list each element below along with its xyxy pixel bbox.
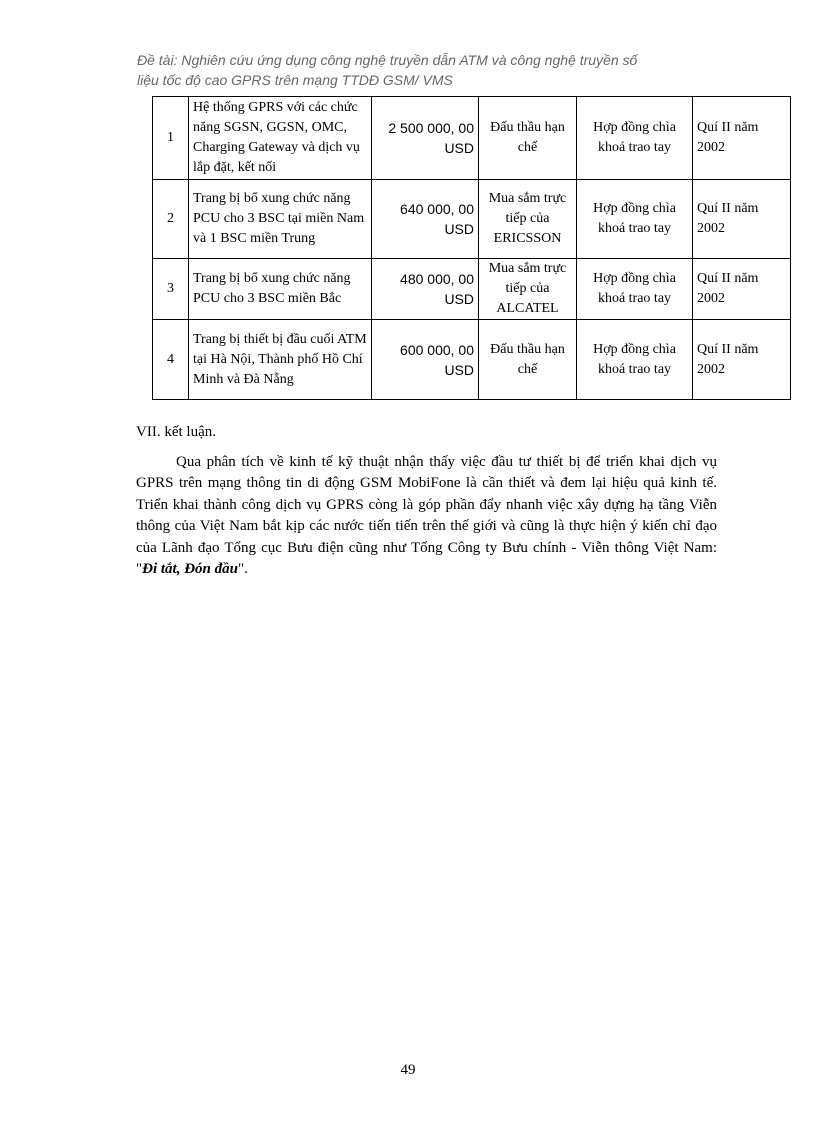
contract-type: Hợp đồng chìa khoá trao tay <box>577 180 693 259</box>
header-line-2: liệu tốc độ cao GPRS trên mạng TTDĐ GSM/ VMS <box>137 72 453 88</box>
schedule: Quí II năm 2002 <box>693 180 791 259</box>
page-number: 49 <box>400 1062 416 1078</box>
item-description: Hệ thống GPRS với các chức năng SGSN, GGSN, OMC, Charging Gateway và dịch vụ lắp đặt, kết nối <box>189 97 372 180</box>
schedule: Quí II năm 2002 <box>693 259 791 320</box>
item-value: 480 000, 00 USD <box>372 259 479 320</box>
table-row <box>153 180 791 259</box>
schedule: Quí II năm 2002 <box>693 97 791 180</box>
row-number: 4 <box>153 320 189 400</box>
paragraph-tail: ". <box>237 561 248 578</box>
procurement-method: Đấu thầu hạn chế <box>479 320 577 400</box>
item-value: 640 000, 00 USD <box>372 180 479 259</box>
procurement-method: Mua sắm trực tiếp của ALCATEL <box>479 259 577 320</box>
project-table <box>152 96 791 400</box>
conclusion-paragraph <box>136 452 717 580</box>
header-line-1: Đề tài: Nghiên cứu ứng dụng công nghệ truyền dẫn ATM và công nghệ truyền số <box>137 52 638 68</box>
table-row <box>153 97 791 180</box>
row-number: 2 <box>153 180 189 259</box>
document-header <box>137 50 737 90</box>
contract-type: Hợp đồng chìa khoá trao tay <box>577 97 693 180</box>
procurement-method: Đấu thầu hạn chế <box>479 97 577 180</box>
contract-type: Hợp đồng chìa khoá trao tay <box>577 259 693 320</box>
table-row <box>153 320 791 400</box>
item-description: Trang bị thiết bị đầu cuối ATM tại Hà Nội, Thành phố Hồ Chí Minh và Đà Nẵng <box>189 320 372 400</box>
item-description: Trang bị bổ xung chức năng PCU cho 3 BSC miền Bắc <box>189 259 372 320</box>
procurement-method: Mua sắm trực tiếp của ERICSSON <box>479 180 577 259</box>
schedule: Quí II năm 2002 <box>693 320 791 400</box>
table-row <box>153 259 791 320</box>
paragraph-text: Qua phân tích về kinh tế kỹ thuật nhận thấy việc đầu tư thiết bị để triển khai dịch vụ GPRS trên mạng thông tin di động GSM MobiFone là cần thiết và đem lại hiệu quả kinh tế. Triển khai thành công dịch vụ GPRS còng là góp phần đẩy nhanh việc xây dựng hạ tầng Viễn thông của Việt Nam bắt kịp các nước tiến tiến trên thế giới và cũng là thực hiện ý kiến chỉ đạo của Lãnh đạo Tổng cục Bưu điện cũng như Tổng Công ty Bưu chính - Viễn thông Việt Nam: " <box>136 454 717 578</box>
row-number: 1 <box>153 97 189 180</box>
section-heading: VII. kết luận. <box>136 424 216 440</box>
item-description: Trang bị bổ xung chức năng PCU cho 3 BSC tại miền Nam và 1 BSC miền Trung <box>189 180 372 259</box>
slogan-emphasis: Đi tắt, Đón đầu <box>142 561 238 578</box>
item-value: 2 500 000, 00 USD <box>372 97 479 180</box>
contract-type: Hợp đồng chìa khoá trao tay <box>577 320 693 400</box>
item-value: 600 000, 00 USD <box>372 320 479 400</box>
row-number: 3 <box>153 259 189 320</box>
